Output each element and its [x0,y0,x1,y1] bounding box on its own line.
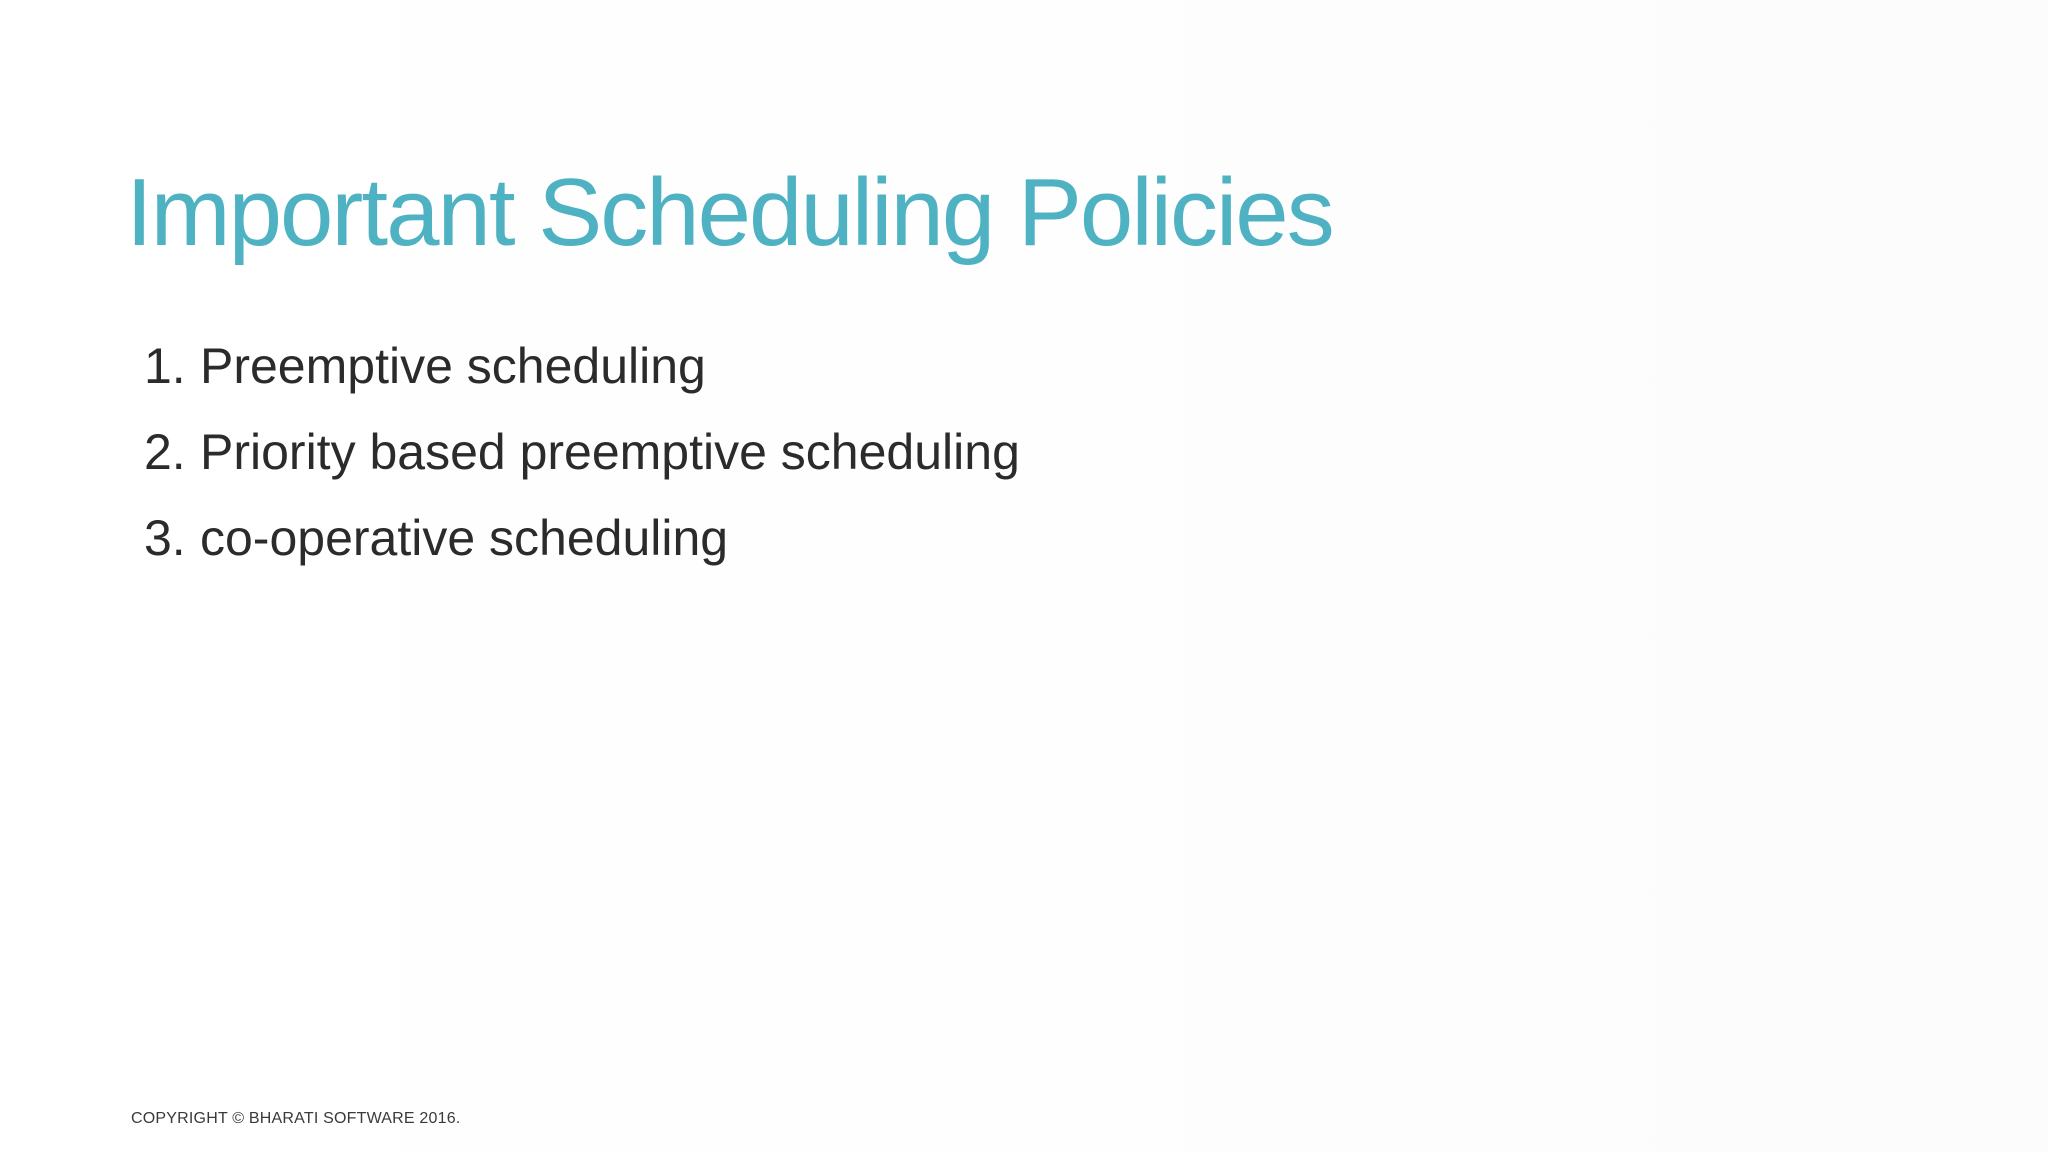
list-item [144,423,1020,509]
slide-title: Important Scheduling Policies [126,159,1333,266]
list-item [144,509,1020,595]
list-item [144,337,1020,423]
policy-list [144,337,1020,595]
list-item-label: Priority based preemptive scheduling [200,424,1020,480]
list-item-label: co-operative scheduling [200,510,729,566]
copyright-footer: COPYRIGHT © BHARATI SOFTWARE 2016. [131,1110,461,1127]
list-item-label: Preemptive scheduling [200,338,706,394]
list-item-number: 3. [144,510,186,566]
list-item-number: 2. [144,424,186,480]
list-item-number: 1. [144,338,186,394]
